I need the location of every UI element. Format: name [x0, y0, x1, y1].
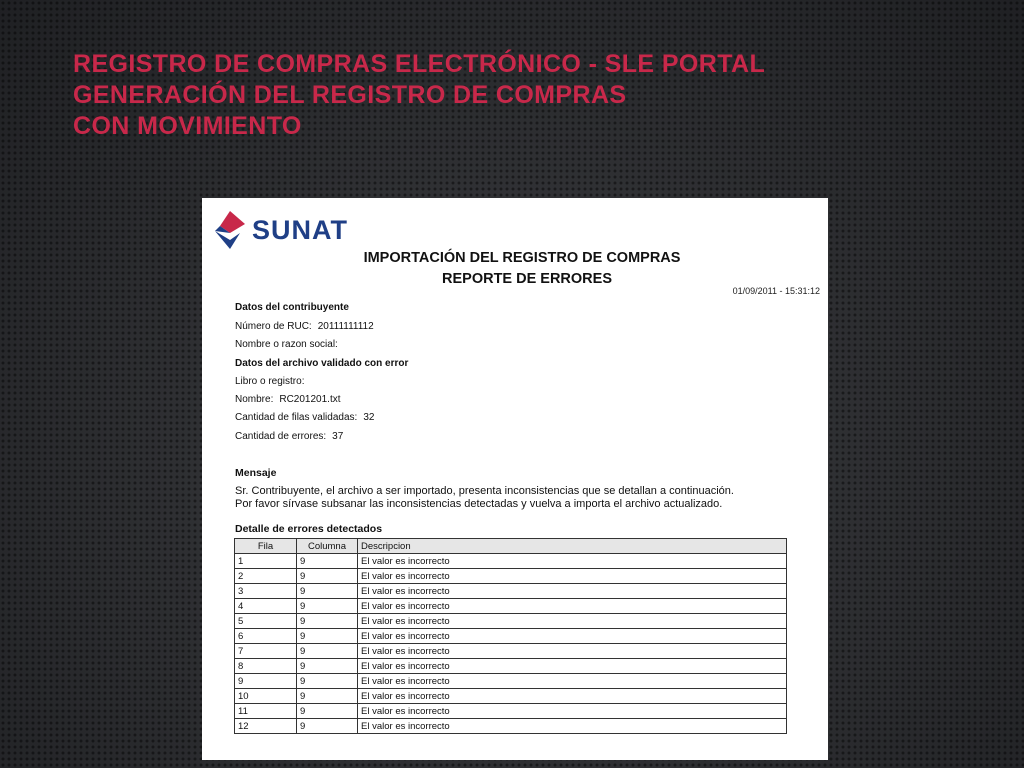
error-report-document — [202, 198, 828, 760]
cell-descripcion: El valor es incorrecto — [358, 554, 787, 569]
cell-descripcion: El valor es incorrecto — [358, 659, 787, 674]
cell-columna: 9 — [297, 674, 358, 689]
mensaje-body — [235, 485, 805, 511]
sunat-logo — [212, 208, 348, 252]
mensaje-line-2: Por favor sírvase subsanar las inconsistencias detectadas y vuelva a importa el archivo actualizado. — [235, 498, 723, 510]
table-row — [235, 704, 787, 719]
cell-fila: 12 — [235, 719, 297, 734]
cell-descripcion: El valor es incorrecto — [358, 704, 787, 719]
cell-columna: 9 — [297, 554, 358, 569]
table-row — [235, 689, 787, 704]
cell-columna: 9 — [297, 599, 358, 614]
cantidad-errores-field — [235, 431, 343, 442]
table-row — [235, 659, 787, 674]
cell-fila: 7 — [235, 644, 297, 659]
cell-columna: 9 — [297, 629, 358, 644]
slide-title — [73, 49, 765, 142]
slide-title-line-2: GENERACIÓN DEL REGISTRO DE COMPRAS — [73, 81, 627, 109]
table-row — [235, 554, 787, 569]
cell-columna: 9 — [297, 584, 358, 599]
cell-descripcion: El valor es incorrecto — [358, 674, 787, 689]
errors-table-header — [235, 539, 787, 554]
cell-descripcion: El valor es incorrecto — [358, 689, 787, 704]
cell-fila: 4 — [235, 599, 297, 614]
archivo-nombre-field — [235, 394, 341, 405]
cell-columna: 9 — [297, 704, 358, 719]
cell-fila: 9 — [235, 674, 297, 689]
report-title: IMPORTACIÓN DEL REGISTRO DE COMPRAS — [363, 250, 681, 266]
cantidad-errores-label: Cantidad de errores: — [235, 431, 327, 442]
ruc-value: 20111111112 — [317, 321, 374, 332]
cell-descripcion: El valor es incorrecto — [358, 584, 787, 599]
contribuyente-section-label: Datos del contribuyente — [235, 302, 349, 313]
header-fila: Fila — [235, 539, 297, 554]
table-row — [235, 719, 787, 734]
slide-title-line-1: REGISTRO DE COMPRAS ELECTRÓNICO - SLE PORTAL — [73, 50, 766, 78]
mensaje-line-1: Sr. Contribuyente, el archivo a ser importado, presenta inconsistencias que se detallan a continuación. — [235, 485, 734, 497]
archivo-nombre-label: Nombre: — [235, 394, 274, 405]
cell-columna: 9 — [297, 689, 358, 704]
archivo-nombre-value: RC201201.txt — [279, 394, 341, 405]
header-columna: Columna — [297, 539, 358, 554]
cell-fila: 1 — [235, 554, 297, 569]
ruc-field — [235, 321, 374, 332]
table-row — [235, 569, 787, 584]
errors-table — [234, 538, 787, 734]
table-row — [235, 629, 787, 644]
report-timestamp: 01/09/2011 - 15:31:12 — [732, 286, 820, 296]
cell-fila: 6 — [235, 629, 297, 644]
cell-fila: 8 — [235, 659, 297, 674]
razon-social-label: Nombre o razon social: — [235, 339, 338, 350]
archivo-section-label: Datos del archivo validado con error — [235, 358, 409, 369]
header-descripcion: Descripcion — [358, 539, 787, 554]
cell-descripcion: El valor es incorrecto — [358, 569, 787, 584]
cell-descripcion: El valor es incorrecto — [358, 599, 787, 614]
cell-columna: 9 — [297, 614, 358, 629]
table-row — [235, 614, 787, 629]
slide-title-line-3: CON MOVIMIENTO — [73, 112, 302, 140]
cell-fila: 11 — [235, 704, 297, 719]
report-subtitle: REPORTE DE ERRORES — [442, 271, 612, 287]
cell-fila: 2 — [235, 569, 297, 584]
table-row — [235, 674, 787, 689]
libro-registro-label: Libro o registro: — [235, 376, 305, 387]
table-row — [235, 599, 787, 614]
sunat-logo-icon — [212, 210, 248, 250]
table-row — [235, 584, 787, 599]
ruc-label: Número de RUC: — [235, 321, 312, 332]
mensaje-label: Mensaje — [235, 467, 277, 479]
cell-descripcion: El valor es incorrecto — [358, 719, 787, 734]
cell-columna: 9 — [297, 659, 358, 674]
cell-fila: 3 — [235, 584, 297, 599]
filas-validadas-field — [235, 412, 374, 423]
filas-validadas-value: 32 — [363, 412, 375, 423]
cell-descripcion: El valor es incorrecto — [358, 614, 787, 629]
cell-columna: 9 — [297, 644, 358, 659]
filas-validadas-label: Cantidad de filas validadas: — [235, 412, 358, 423]
cantidad-errores-value: 37 — [332, 431, 344, 442]
detalle-errores-label: Detalle de errores detectados — [235, 523, 383, 535]
cell-columna: 9 — [297, 719, 358, 734]
errors-table-body — [235, 554, 787, 734]
cell-descripcion: El valor es incorrecto — [358, 629, 787, 644]
cell-descripcion: El valor es incorrecto — [358, 644, 787, 659]
cell-fila: 10 — [235, 689, 297, 704]
table-row — [235, 644, 787, 659]
sunat-logo-text: SUNAT — [252, 214, 348, 245]
cell-fila: 5 — [235, 614, 297, 629]
cell-columna: 9 — [297, 569, 358, 584]
